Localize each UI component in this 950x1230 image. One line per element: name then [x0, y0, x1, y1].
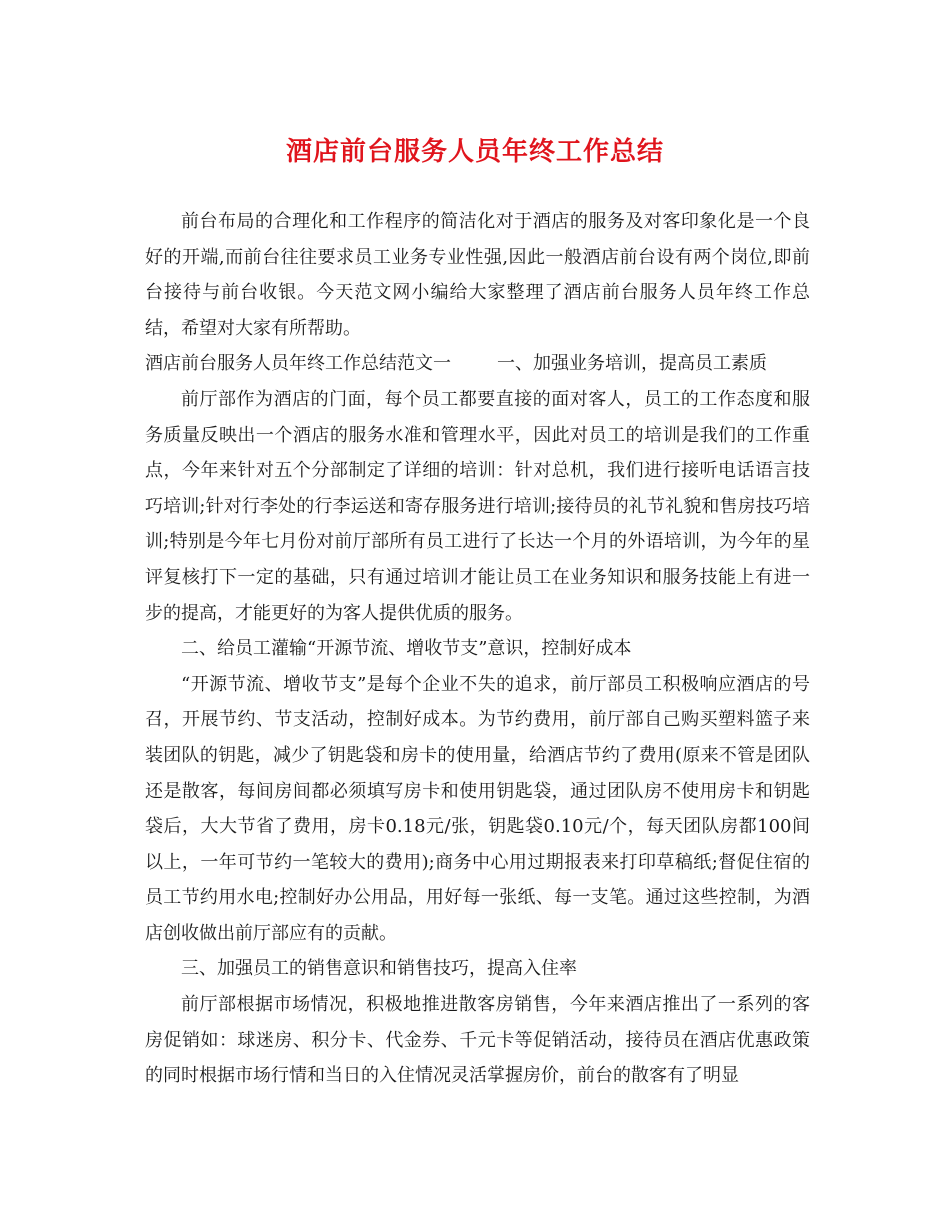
intro-paragraph: 前台布局的合理化和工作程序的简洁化对于酒店的服务及对客印象化是一个良好的开端,而前台往往要求员工业务专业性强,因此一般酒店前台设有两个岗位,即前台接待与前台收银。今天范文网小编给大家整理了酒店前台服务人员年终工作总结，希望对大家有所帮助。 [145, 211, 810, 339]
section3-paragraph: 前厅部根据市场情况，积极地推进散客房销售，今年来酒店推出了一系列的客房促销如：球迷房、积分卡、代金券、千元卡等促销活动，接待员在酒店优惠政策的同时根据市场行情和当日的入住情况灵活掌握房价，前台的散客有了明显 [145, 994, 810, 1087]
section3-heading: 三、加强员工的销售意识和销售技巧，提高入住率 [181, 958, 577, 980]
document-body [145, 204, 810, 1094]
document-title: 酒店前台服务人员年终工作总结 [285, 137, 664, 167]
section2-heading: 二、给员工灌输“开源节流、增收节支”意识，控制好成本 [181, 638, 632, 660]
section2-paragraph: “开源节流、增收节支”是每个企业不失的追求，前厅部员工积极响应酒店的号召，开展节约、节支活动，控制好成本。为节约费用，前厅部自己购买塑料篮子来装团队的钥匙，减少了钥匙袋和房卡的使用量，给酒店节约了费用(原来不管是团队还是散客，每间房间都必须填写房卡和使用钥匙袋，通过团队房不使用房卡和钥匙袋后，大大节省了费用，房卡0.18元/张，钥匙袋0.10元/个，每天团队房都100间以上，一年可节约一笔较大的费用);商务中心用过期报表来打印草稿纸;督促住宿的员工节约用水电;控制好办公用品，用好每一张纸、每一支笔。通过这些控制，为酒店创收做出前厅部应有的贡献。 [145, 673, 810, 944]
section1-paragraph: 前厅部作为酒店的门面，每个员工都要直接的面对客人，员工的工作态度和服务质量反映出一个酒店的服务水准和管理水平，因此对员工的培训是我们的工作重点，今年来针对五个分部制定了详细的培训：针对总机，我们进行接听电话语言技巧培训;针对行李处的行李运送和寄存服务进行培训;接待员的礼节礼貌和售房技巧培训;特别是今年七月份对前厅部所有员工进行了长达一个月的外语培训，为今年的星评复核打下一定的基础，只有通过培训才能让员工在业务知识和服务技能上有进一步的提高，才能更好的为客人提供优质的服务。 [145, 388, 810, 624]
sample-heading-line [145, 346, 810, 382]
section1-heading: 一、加强业务培训，提高员工素质 [497, 353, 767, 375]
sample-heading: 酒店前台服务人员年终工作总结范文一 [145, 353, 451, 375]
